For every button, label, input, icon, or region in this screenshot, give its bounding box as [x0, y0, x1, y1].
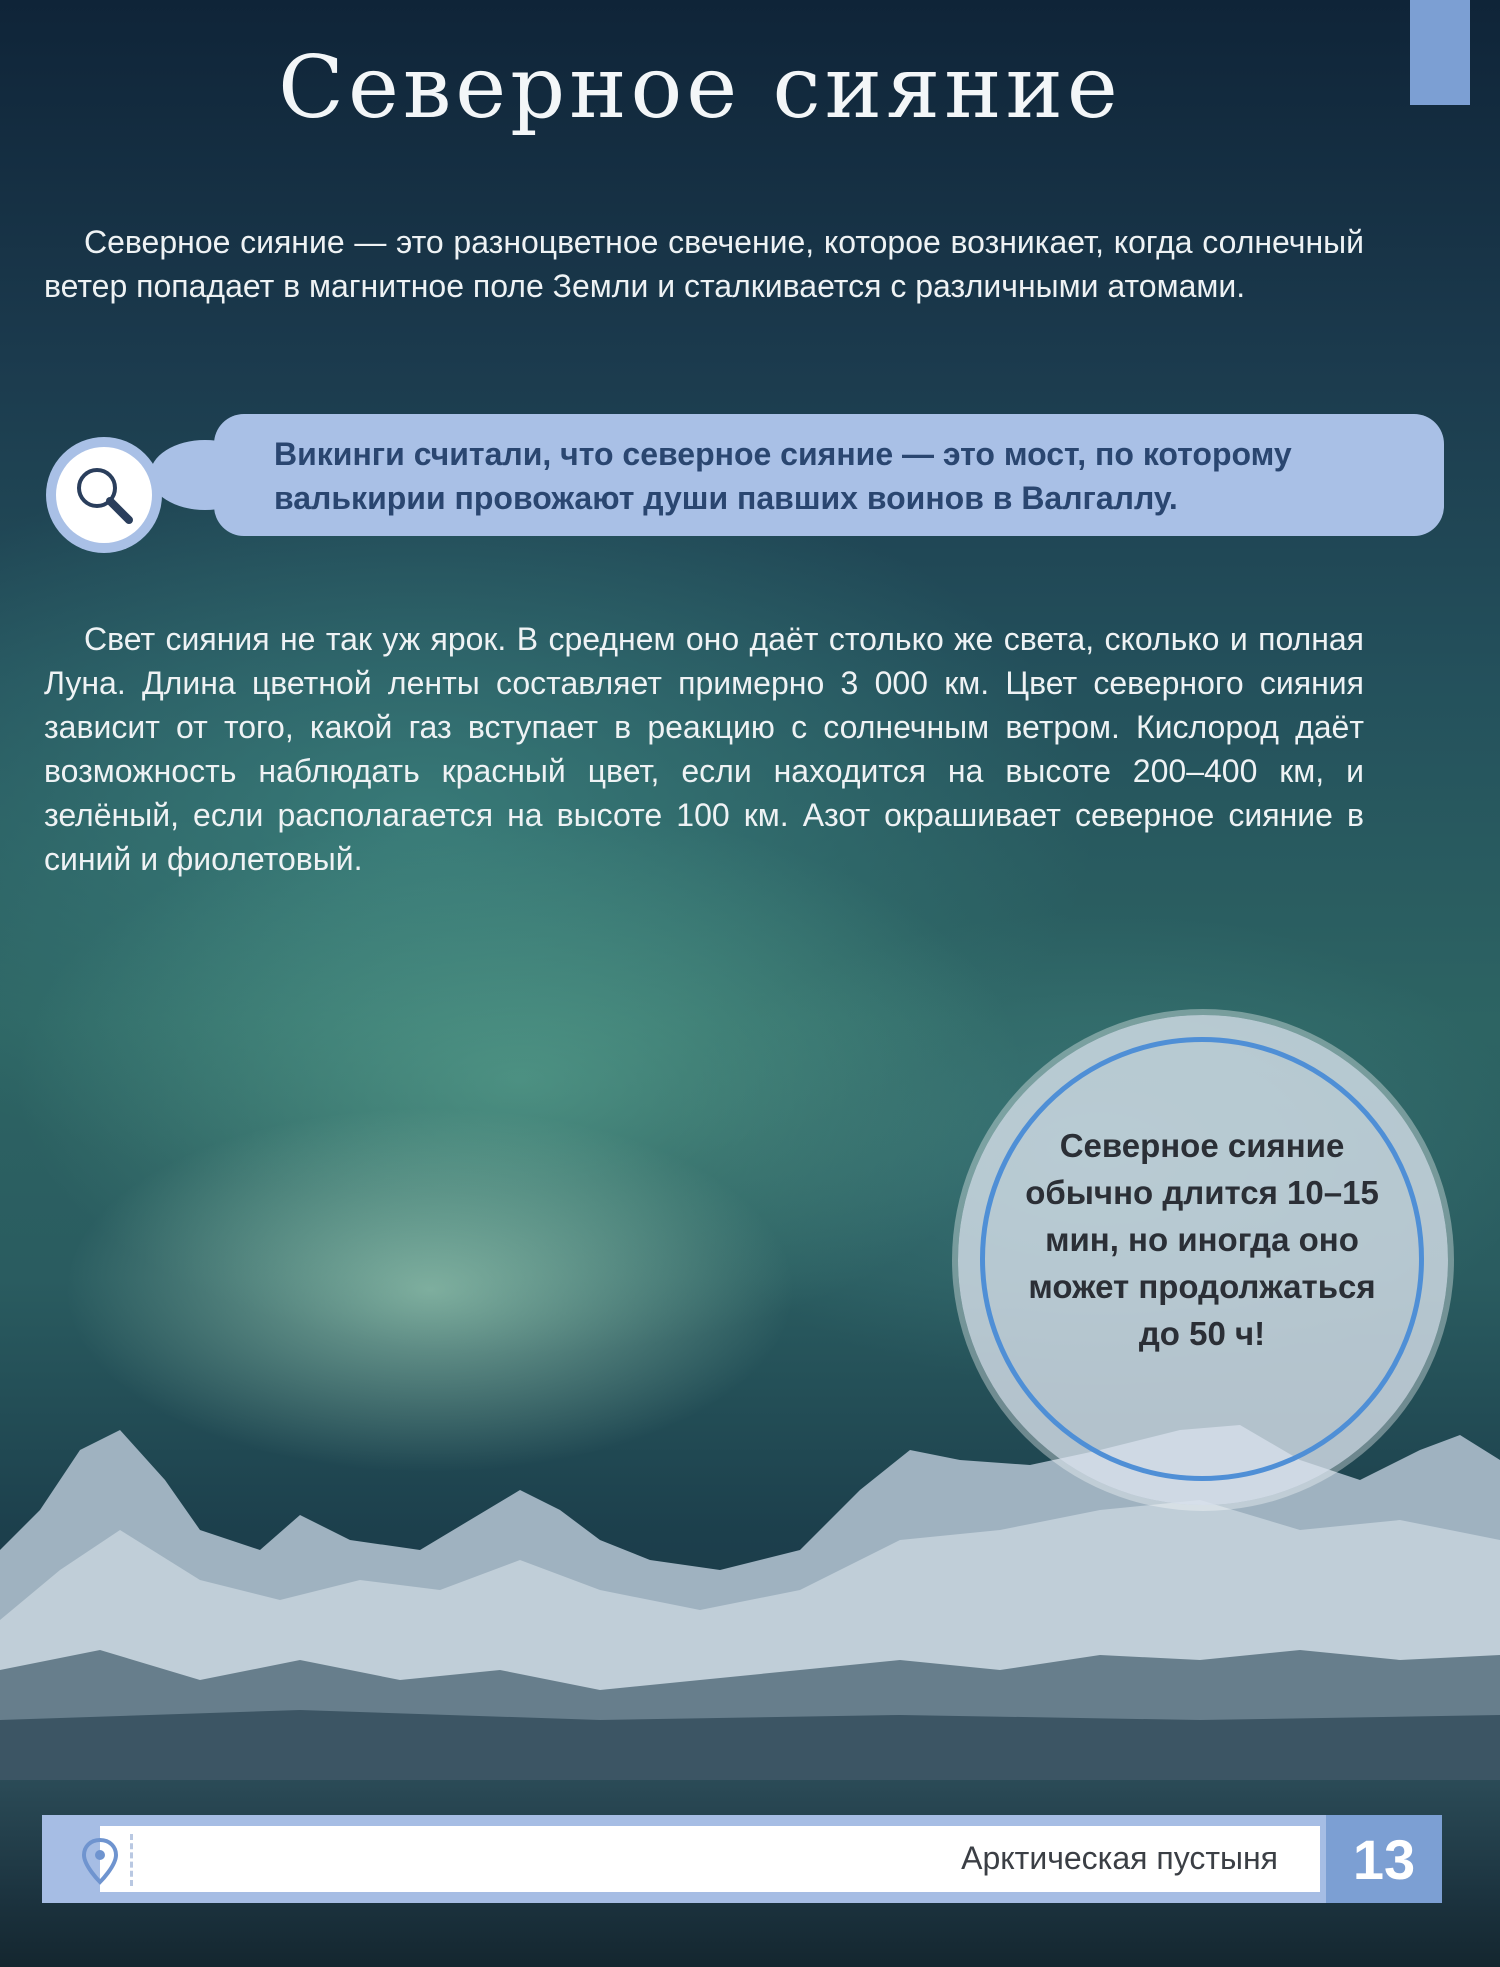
- fact-bubble: [214, 414, 1444, 536]
- page-title: Северное сияние: [278, 38, 1122, 138]
- footer-section-name: Арктическая пустыня: [961, 1840, 1278, 1876]
- fact-icon-badge: [46, 437, 162, 553]
- body-paragraph: Свет сияния не так уж ярок. В среднем оно даёт столько же света, сколько и полная Луна. Длина цветной ленты составляет примерно 3 000 км. Цвет северного сияния зависит от того, какой газ вступает в реакцию с солнечным ветром. Кислород даёт возможность наблюдать красный цвет, если находится на высоте 200–400 км, и зелёный, если располагается на высоте 100 км. Азот окрашивает северное сияние в синий и фиолетовый.: [44, 621, 1364, 877]
- magnifier-icon: [69, 460, 139, 530]
- info-circle-ring: [980, 1037, 1424, 1481]
- intro-paragraph: Северное сияние — это разноцветное свечение, которое возникает, когда солнечный ветер попадает в магнитное поле Земли и сталкивается с различными атомами.: [44, 224, 1364, 304]
- corner-tab: [1410, 0, 1470, 105]
- fact-text: Викинги считали, что северное сияние — это мост, по которому валькирии провожают души павших воинов в Валгаллу.: [274, 436, 1292, 516]
- info-circle-text: Северное сияние обычно длится 10–15 мин, но иногда оно может продолжаться до 50 ч!: [1025, 1126, 1379, 1352]
- footer-divider: [130, 1834, 133, 1886]
- location-pin-icon: [80, 1826, 120, 1892]
- page-number: 13: [1326, 1815, 1442, 1903]
- info-circle: [958, 1015, 1448, 1505]
